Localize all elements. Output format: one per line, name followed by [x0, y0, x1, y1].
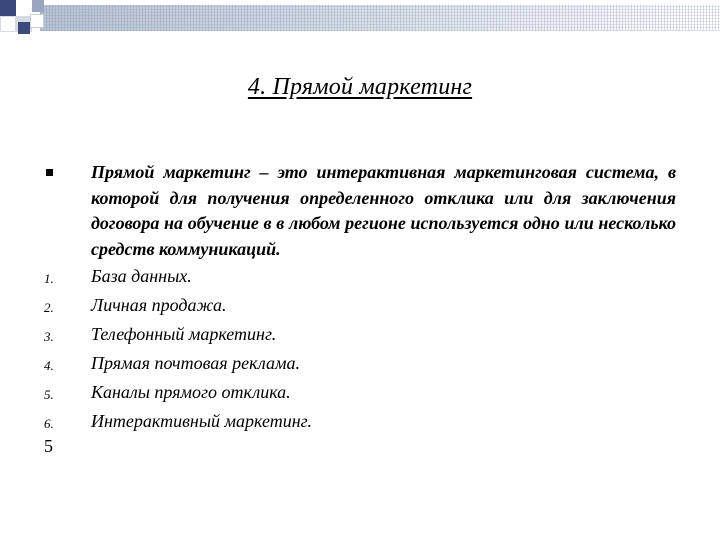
list-item-text: База данных. [91, 266, 192, 286]
list-item-number: 3. [44, 329, 54, 344]
decorative-square [0, 16, 16, 32]
square-bullet-icon [46, 169, 53, 176]
decorative-squares-icon [0, 0, 16, 16]
decorative-header-banner [0, 0, 720, 40]
list-item [44, 378, 676, 407]
list-item-text: Личная продажа. [91, 295, 227, 315]
page-number: 5 [44, 436, 53, 456]
list-item-number: 5. [44, 387, 54, 402]
list-item [44, 349, 676, 378]
list-item-number: 1. [44, 271, 54, 286]
list-item-number: 2. [44, 300, 54, 315]
decorative-square [30, 14, 44, 28]
list-item [44, 407, 676, 436]
list-item [44, 262, 676, 291]
banner-gradient-bar [40, 5, 720, 31]
decorative-square [32, 0, 44, 12]
list-item-text: Каналы прямого отклика. [91, 382, 291, 402]
list-item-number: 4. [44, 358, 54, 373]
list-item-text: Телефонный маркетинг. [91, 324, 277, 344]
slide-title: 4. Прямой маркетинг [247, 74, 473, 100]
definition-text: Прямой маркетинг – это интерактивная маркетинговая система, в которой для получения определенного отклика или для заключения договора на обучение в в любом регионе используется одно или несколько средств коммуникаций. [91, 162, 676, 259]
list-item-number: 6. [44, 416, 54, 431]
list-item-text: Интерактивный маркетинг. [91, 411, 312, 431]
slide-body [44, 160, 676, 436]
list-item [44, 291, 676, 320]
list-item [44, 320, 676, 349]
decorative-square [18, 22, 30, 34]
definition-item [44, 160, 676, 262]
list-item-text: Прямая почтовая реклама. [91, 353, 300, 373]
